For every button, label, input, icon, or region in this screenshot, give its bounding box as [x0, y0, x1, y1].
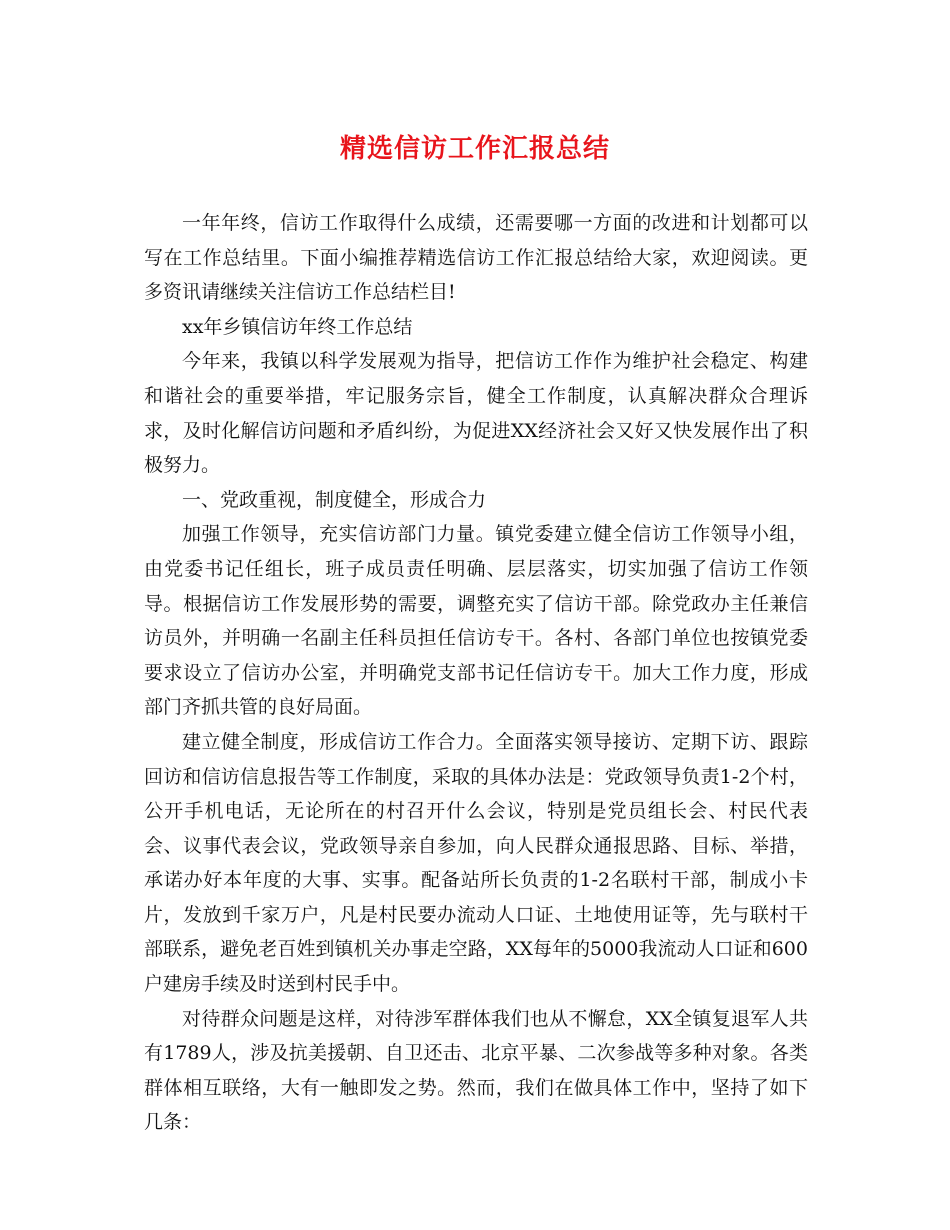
paragraph-system: 建立健全制度，形成信访工作合力。全面落实领导接访、定期下访、跟踪回访和信访信息报告等工作制度，采取的具体办法是：党政领导负责1-2个村，公开手机电话，无论所在的村召开什么会议，特别是党员组长会、村民代表会、议事代表会议，党政领导亲自参加，向人民群众通报思路、目标、举措，承诺办好本年度的大事、实事。配备站所长负责的1-2名联村干部，制成小卡片，发放到千家万户，凡是村民要办流动人口证、土地使用证等，先与联村干部联系，避免老百姓到镇机关办事走空路，XX每年的5000我流动人口证和600户建房手续及时送到村民手中。 [144, 730, 808, 996]
paragraph-subtitle: xx年乡镇信访年终工作总结 [182, 315, 413, 338]
paragraph-veterans: 对待群众问题是这样，对待涉军群体我们也从不懈怠，XX全镇复退军人共有1789人，涉及抗美援朝、自卫还击、北京平暴、二次参战等多种对象。各类群体相互联络，大有一触即发之势。然而，我们在做具体工作中，坚持了如下几条： [144, 1007, 808, 1134]
paragraph-leadership: 加强工作领导，充实信访部门力量。镇党委建立健全信访工作领导小组，由党委书记任组长，班子成员责任明确、层层落实，切实加强了信访工作领导。根据信访工作发展形势的需要，调整充实了信访干部。除党政办主任兼信访员外，并明确一名副主任科员担任信访专干。各村、各部门单位也按镇党委要求设立了信访办公室，并明确党支部书记任信访专干。加大工作力度，形成部门齐抓共管的良好局面。 [144, 523, 808, 719]
section-heading-1: 一、党政重视，制度健全，形成合力 [182, 488, 487, 511]
document-title: 精选信访工作汇报总结 [339, 134, 610, 164]
paragraph-overview: 今年来，我镇以科学发展观为指导，把信访工作作为维护社会稳定、构建和谐社会的重要举措，牢记服务宗旨，健全工作制度，认真解决群众合理诉求，及时化解信访问题和矛盾纠纷，为促进XX经济社会又好又快发展作出了积极努力。 [144, 350, 808, 477]
document-body [144, 206, 808, 1140]
paragraph-intro: 一年年终，信访工作取得什么成绩，还需要哪一方面的改进和计划都可以写在工作总结里。下面小编推荐精选信访工作汇报总结给大家，欢迎阅读。更多资讯请继续关注信访工作总结栏目! [144, 212, 808, 304]
